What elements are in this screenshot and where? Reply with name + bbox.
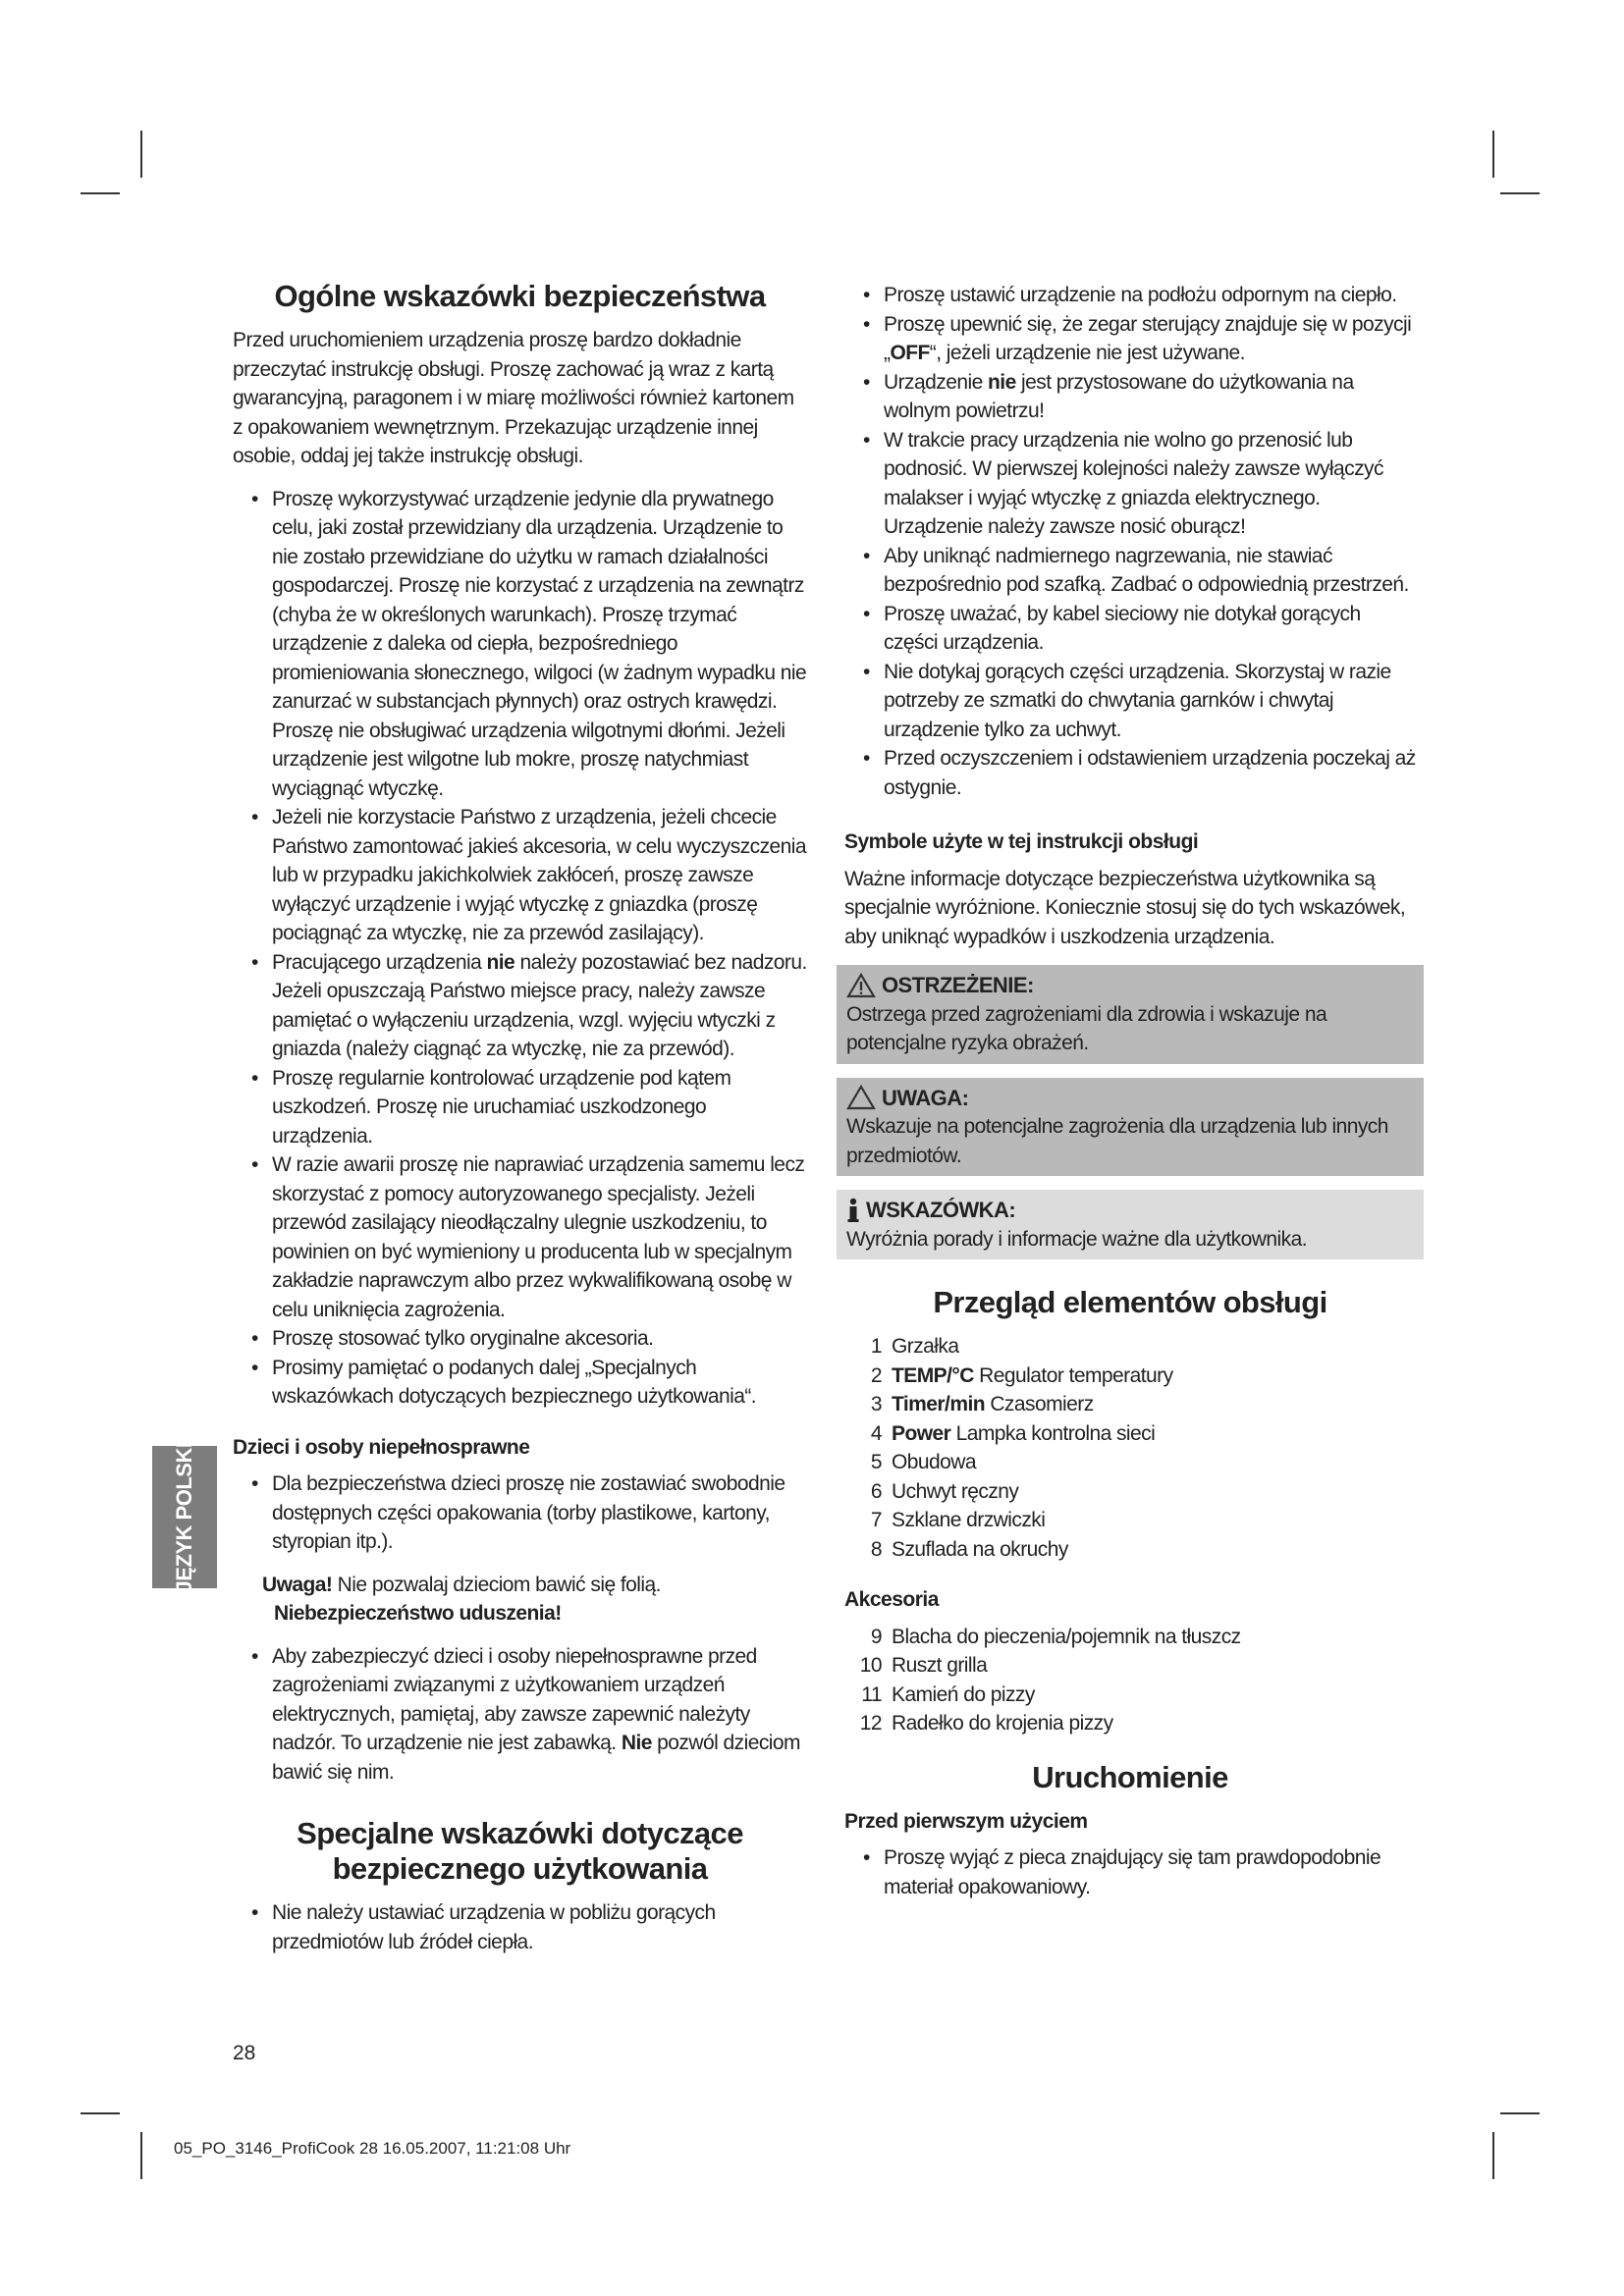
item-number: 11 bbox=[861, 1682, 882, 1706]
list-item bbox=[844, 658, 1416, 745]
warning-text: Ostrzega przed zagrożeniami dla zdrowia i wskazuje na potencjalne ryzyka obrażeń. bbox=[846, 1002, 1327, 1054]
control-name: Power bbox=[892, 1421, 951, 1445]
subheading-symbols: Symbole użyte w tej instrukcji obsługi bbox=[844, 830, 1199, 853]
caution-box bbox=[837, 1078, 1424, 1177]
item-text: Aby uniknąć nadmiernego nagrzewania, nie stawiać bezpośrednio pod szafką. Zadbać o odpowiednią przestrzeń. bbox=[884, 544, 1409, 596]
crop-mark bbox=[1492, 2132, 1494, 2179]
note-label: Uwaga! bbox=[262, 1573, 333, 1596]
numbered-item bbox=[862, 1535, 1416, 1565]
item-text: W trakcie pracy urządzenia nie wolno go przenosić lub podnosić. W pierwszej kolejności należy zawsze wyłączyć malakser i wyjąć wtyczkę z gniazda elektrycznego. Urządzenie należy zawsze nosić oburącz! bbox=[884, 428, 1383, 538]
bullet-icon: • bbox=[251, 1356, 258, 1379]
subheading-children: Dzieci i osoby niepełnosprawne bbox=[233, 1435, 530, 1459]
bullet-icon: • bbox=[251, 1153, 258, 1176]
special-safety-list-cont bbox=[844, 281, 1416, 802]
list-item bbox=[844, 281, 1416, 310]
note-text: Nie pozwalaj dzieciom bawić się folią. bbox=[332, 1573, 661, 1596]
language-side-tab bbox=[152, 1442, 217, 1592]
emphasis-text: nie bbox=[486, 950, 515, 974]
emphasis-text: nie bbox=[988, 370, 1016, 394]
numbered-item bbox=[859, 1651, 1416, 1681]
numbered-item bbox=[862, 1506, 1416, 1535]
section-heading-controls: Przegląd elementów obsługi bbox=[933, 1285, 1327, 1319]
right-column bbox=[844, 281, 1416, 1911]
item-text: Obudowa bbox=[892, 1451, 977, 1473]
first-use-list bbox=[844, 1843, 1416, 1901]
list-item bbox=[844, 426, 1416, 542]
item-number: 9 bbox=[870, 1625, 882, 1648]
crop-mark bbox=[1500, 192, 1540, 194]
list-item bbox=[844, 744, 1416, 802]
item-text: Aby zabezpieczyć dzieci i osoby niepełnosprawne przed zagrożeniami związanymi z użytkowaniem urządzeń elektrycznych, pamiętaj, aby zawsze zapewnić należyty nadzór. To urządzenie nie jest zabawką. bbox=[272, 1644, 757, 1754]
item-text: Proszę stosować tylko oryginalne akcesoria. bbox=[272, 1327, 654, 1350]
warning-triangle-icon bbox=[846, 973, 876, 998]
item-text: Nie dotykaj gorących części urządzenia. Skorzystaj w razie potrzeby ze szmatki do chwytania garnków i chwytaj urządzenie tylko za uchwyt. bbox=[884, 660, 1391, 741]
caution-triangle-icon bbox=[846, 1085, 876, 1110]
item-text: Nie należy ustawiać urządzenia w pobliżu gorących przedmiotów lub źródeł ciepła. bbox=[272, 1901, 716, 1953]
numbered-item bbox=[862, 1390, 1416, 1419]
item-text: Proszę upewnić się, że zegar sterujący znajduje się w pozycji „ bbox=[884, 312, 1412, 364]
item-number: 8 bbox=[870, 1537, 882, 1561]
item-text: Radełko do krojenia pizzy bbox=[892, 1712, 1113, 1735]
item-text: Jeżeli nie korzystacie Państwo z urządzenia, jeżeli chcecie Państwo zamontować jakieś akcesoria, w celu wyczyszczenia lub w przypadku jakichkolwiek zakłóceń, proszę zawsze wyłączyć urządzenie i wyjąć wtyczkę z gniazdka (proszę pociągnąć za wtyczkę, nie za przewód zasilający). bbox=[272, 806, 807, 944]
item-number: 7 bbox=[870, 1509, 882, 1531]
item-text: Proszę ustawić urządzenie na podłożu odpornym na ciepło. bbox=[884, 284, 1397, 306]
item-text: Grzałka bbox=[892, 1335, 959, 1358]
item-text: Regulator temperatury bbox=[973, 1363, 1173, 1387]
symbols-paragraph: Ważne informacje dotyczące bezpieczeństwa użytkownika są specjalnie wyróżnione. Koniecznie stosuj się do tych wskazówek, aby uniknąć wypadków i uszkodzenia urządzenia. bbox=[844, 867, 1406, 948]
info-icon bbox=[846, 1198, 860, 1223]
item-text: Kamień do pizzy bbox=[892, 1682, 1035, 1706]
item-number: 4 bbox=[870, 1421, 882, 1445]
tip-title: WSKAZÓWKA: bbox=[866, 1198, 1016, 1222]
item-text: Urządzenie bbox=[884, 370, 989, 394]
safety-list bbox=[233, 485, 807, 1412]
item-text: Przed oczyszczeniem i odstawieniem urządzenia poczekaj aż ostygnie. bbox=[884, 747, 1416, 799]
crop-mark bbox=[1500, 2112, 1540, 2114]
item-text: Pracującego urządzenia bbox=[272, 950, 487, 974]
bullet-icon: • bbox=[251, 487, 258, 510]
numbered-item bbox=[862, 1448, 1416, 1477]
list-item bbox=[844, 368, 1416, 426]
item-text: należy pozostawiać bez nadzoru. Jeżeli opuszczają Państwo miejsce pracy, należy zawsze pamiętać o wyłączeniu urządzenia, wzgl. wyjęciu wtyczki z gniazda (należy ciągnąć za wtyczkę, nie za przewód). bbox=[272, 950, 807, 1060]
item-text: Proszę regularnie kontrolować urządzenie pod kątem uszkodzeń. Proszę nie uruchamiać uszkodzonego urządzenia. bbox=[272, 1066, 731, 1148]
bullet-icon: • bbox=[251, 1644, 258, 1668]
item-number: 3 bbox=[870, 1393, 882, 1415]
bullet-icon: • bbox=[863, 544, 870, 567]
bullet-icon: • bbox=[863, 747, 870, 770]
tip-box bbox=[837, 1190, 1424, 1259]
list-item bbox=[233, 1898, 807, 1956]
left-column bbox=[233, 279, 807, 1966]
control-name: TEMP/°C bbox=[892, 1363, 974, 1387]
bullet-icon: • bbox=[251, 1472, 258, 1495]
bullet-icon: • bbox=[863, 660, 870, 683]
subheading-accessories: Akcesoria bbox=[844, 1588, 939, 1611]
control-name: Timer/min bbox=[892, 1393, 986, 1415]
children-list-2 bbox=[233, 1642, 807, 1788]
caution-text: Wskazuje na potencjalne zagrożenia dla urządzenia lub innych przedmiotów. bbox=[846, 1115, 1388, 1167]
crop-mark bbox=[81, 192, 120, 194]
emphasis-text: Nie bbox=[621, 1732, 652, 1754]
list-item bbox=[844, 1843, 1416, 1901]
list-item bbox=[233, 1642, 807, 1788]
intro-paragraph: Przed uruchomieniem urządzenia proszę bardzo dokładnie przeczytać instrukcję obsługi. Proszę zachować ją wraz z kartą gwarancyjną, paragonem i w miarę możliwości również kartonem z opakowaniem wewnętrznym. Przekazując urządzenie innej osobie, oddaj jej także instrukcję obsługi. bbox=[233, 329, 794, 467]
item-number: 2 bbox=[870, 1363, 882, 1387]
note-warning: Niebezpieczeństwo uduszenia! bbox=[274, 1602, 562, 1625]
list-item bbox=[233, 803, 807, 948]
list-item bbox=[233, 1150, 807, 1324]
crop-mark bbox=[140, 2132, 142, 2179]
controls-list bbox=[844, 1332, 1416, 1564]
bullet-icon: • bbox=[251, 806, 258, 828]
list-item bbox=[844, 600, 1416, 658]
bullet-icon: • bbox=[251, 1066, 258, 1090]
numbered-item bbox=[862, 1477, 1416, 1507]
item-text: Prosimy pamiętać o podanych dalej „Specjalnych wskazówkach dotyczących bezpiecznego użytkowania“. bbox=[272, 1356, 757, 1408]
item-text: pozwól dzieciom bawić się nim. bbox=[272, 1732, 800, 1784]
crop-mark bbox=[1492, 131, 1494, 178]
bullet-icon: • bbox=[863, 312, 870, 336]
numbered-item bbox=[862, 1332, 1416, 1362]
print-footer: 05_PO_3146_ProfiCook 28 16.05.2007, 11:21:08 Uhr bbox=[174, 2139, 571, 2158]
item-number: 12 bbox=[859, 1712, 882, 1735]
bullet-icon: • bbox=[863, 284, 870, 306]
item-text: Dla bezpieczeństwa dzieci proszę nie zostawiać swobodnie dostępnych części opakowania (torby plastikowe, kartony, styropian itp.). bbox=[272, 1472, 785, 1553]
warning-box bbox=[837, 965, 1424, 1064]
crop-mark bbox=[140, 131, 142, 178]
page-number: 28 bbox=[233, 2042, 256, 2064]
warning-title: OSTRZEŻENIE: bbox=[882, 973, 1034, 997]
subheading-first-use: Przed pierwszym użyciem bbox=[844, 1809, 1088, 1833]
item-text: Szuflada na okruchy bbox=[892, 1537, 1068, 1561]
list-item bbox=[844, 310, 1416, 368]
list-item bbox=[233, 1469, 807, 1557]
emphasis-text: OFF bbox=[890, 342, 930, 364]
caution-title: UWAGA: bbox=[882, 1085, 969, 1110]
tip-text: Wyróżnia porady i informacje ważne dla użytkownika. bbox=[846, 1227, 1307, 1251]
item-text: Lampka kontrolna sieci bbox=[950, 1421, 1156, 1445]
list-item bbox=[233, 1064, 807, 1151]
children-list bbox=[233, 1469, 807, 1557]
list-item bbox=[233, 1324, 807, 1354]
numbered-item bbox=[859, 1709, 1416, 1738]
item-text: Uchwyt ręczny bbox=[892, 1479, 1019, 1503]
list-item bbox=[233, 1354, 807, 1412]
item-number: 1 bbox=[870, 1335, 882, 1358]
item-text: “, jeżeli urządzenie nie jest używane. bbox=[929, 342, 1245, 364]
bullet-icon: • bbox=[251, 1327, 258, 1350]
bullet-icon: • bbox=[863, 1846, 870, 1869]
item-text: Szklane drzwiczki bbox=[892, 1509, 1046, 1531]
bullet-icon: • bbox=[863, 602, 870, 625]
section-heading-general-safety: Ogólne wskazówki bezpieczeństwa bbox=[274, 279, 766, 313]
numbered-item bbox=[862, 1623, 1416, 1652]
item-text: Proszę uważać, by kabel sieciowy nie dotykał gorących części urządzenia. bbox=[884, 602, 1361, 654]
crop-mark bbox=[81, 2112, 120, 2114]
bullet-icon: • bbox=[251, 950, 258, 974]
item-text: Czasomierz bbox=[985, 1393, 1094, 1415]
section-heading-startup: Uruchomienie bbox=[1032, 1759, 1228, 1794]
item-text: Proszę wykorzystywać urządzenie jedynie dla prywatnego celu, jaki został przewidziany dla urządzenia. Urządzenie to nie zostało przewidziane do użytku w ramach działalności gospodarczej. Proszę nie korzystać z urządzenia na zewnątrz (chyba że w określonych warunkach). Proszę trzymać urządzenie z daleka od ciepła, bezpośredniego promieniowania słonecznego, wilgoci (w żadnym wypadku nie zanurzać w substancjach płynnych) oraz ostrych krawędzi. Proszę nie obsługiwać urządzenia wilgotnymi dłońmi. Jeżeli urządzenie jest wilgotne lub mokre, proszę natychmiast wyciągnąć wtyczkę. bbox=[272, 487, 807, 800]
list-item bbox=[233, 948, 807, 1064]
list-item bbox=[844, 542, 1416, 600]
item-text: Blacha do pieczenia/pojemnik na tłuszcz bbox=[892, 1625, 1241, 1648]
numbered-item bbox=[862, 1362, 1416, 1391]
bullet-icon: • bbox=[251, 1901, 258, 1924]
item-text: Proszę wyjąć z pieca znajdujący się tam prawdopodobnie materiał opakowaniowy. bbox=[884, 1846, 1381, 1898]
language-label: JĘZYK POLSKI bbox=[172, 1442, 196, 1592]
item-text: Ruszt grilla bbox=[892, 1654, 988, 1677]
item-number: 10 bbox=[859, 1654, 882, 1677]
bullet-icon: • bbox=[863, 370, 870, 394]
bullet-icon: • bbox=[863, 428, 870, 452]
item-text: jest przystosowane do użytkowania na wolnym powietrzu! bbox=[884, 370, 1354, 422]
section-heading-special-safety: Specjalne wskazówki dotyczące bezpiecznego użytkowania bbox=[297, 1816, 743, 1886]
list-item bbox=[233, 485, 807, 804]
accessories-list bbox=[844, 1623, 1416, 1738]
item-number: 5 bbox=[870, 1451, 882, 1473]
suffocation-note bbox=[233, 1571, 807, 1629]
item-number: 6 bbox=[870, 1479, 882, 1503]
item-text: W razie awarii proszę nie naprawiać urządzenia samemu lecz skorzystać z pomocy autoryzowanego specjalisty. Jeżeli przewód zasilający nieodłączalny ulegnie uszkodzeniu, to powinien on być wymieniony u producenta lub w specjalnym zakładzie naprawczym albo przez wykwalifikowaną osobę w celu uniknięcia zagrożenia. bbox=[272, 1153, 805, 1321]
special-safety-list bbox=[233, 1898, 807, 1956]
numbered-item bbox=[862, 1681, 1416, 1710]
numbered-item bbox=[862, 1419, 1416, 1449]
